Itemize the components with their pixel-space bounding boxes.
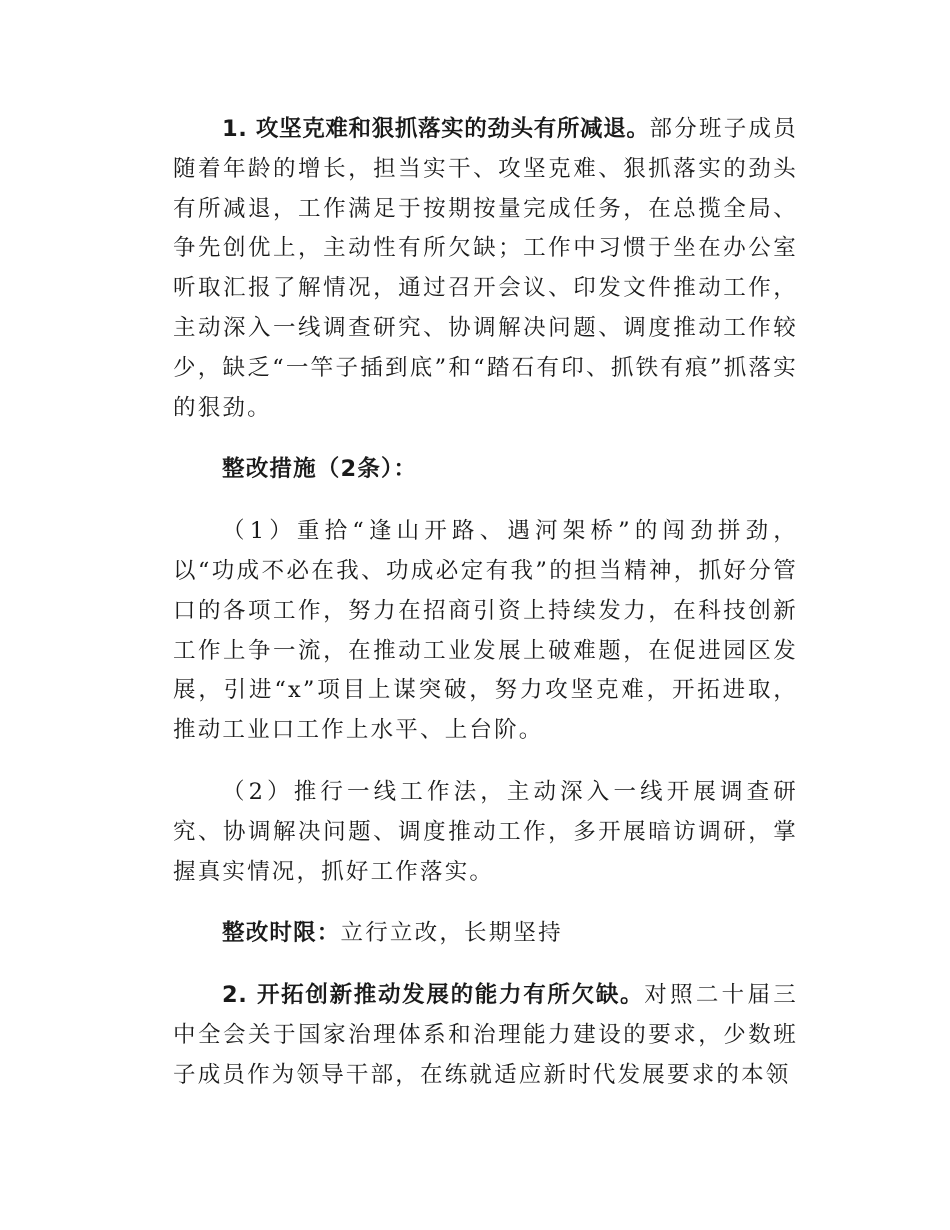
section-2-heading: 2. 开拓创新推动发展的能力有所欠缺。 [222, 982, 645, 1009]
measure-1-paragraph [173, 512, 798, 751]
deadline-label: 整改时限： [222, 920, 341, 947]
section-1-body: 部分班子成员随着年龄的增长，担当实干、攻坚克难、狠抓落实的劲头有所减退，工作满足于按期按量完成任务，在总揽全局、争先创优上，主动性有所欠缺；工作中习惯于坐在办公室听取汇报了解情况，通过召开会议、印发文件推动工作，主动深入一线调查研究、协调解决问题、调度推动工作较少，缺乏“一竿子插到底”和“踏石有印、抓铁有痕”抓落实的狠劲。 [173, 116, 798, 421]
section-2-paragraph [173, 976, 798, 1095]
measure-2-paragraph [173, 773, 798, 892]
section-1-heading: 1. 攻坚克难和狠抓落实的劲头有所减退。 [222, 116, 650, 142]
deadline-paragraph [173, 914, 798, 954]
measure-2-text: （2）推行一线工作法，主动深入一线开展调查研究、协调解决问题、调度推动工作，多开展暗访调研，掌握真实情况，抓好工作落实。 [173, 778, 798, 885]
measures-label: 整改措施（2条）： [222, 456, 418, 483]
section-2-body: 对照二十届三中全会关于国家治理体系和治理能力建设的要求，少数班子成员作为领导干部，在练就适应新时代发展要求的本领 [173, 982, 799, 1088]
measure-1-text: （1）重拾“逢山开路、遇河架桥”的闯劲拼劲，以“功成不必在我、功成必定有我”的担当精神，抓好分管口的各项工作，努力在招商引资上持续发力，在科技创新工作上争一流，在推动工业发展上破难题，在促进园区发展，引进“x”项目上谋突破，努力攻坚克难，开拓进取，推动工业口工作上水平、上台阶。 [173, 518, 798, 744]
deadline-value: 立行立改，长期坚持 [340, 920, 563, 947]
measures-paragraph [173, 450, 798, 490]
section-1-paragraph [173, 110, 798, 428]
document-body [173, 110, 798, 1096]
